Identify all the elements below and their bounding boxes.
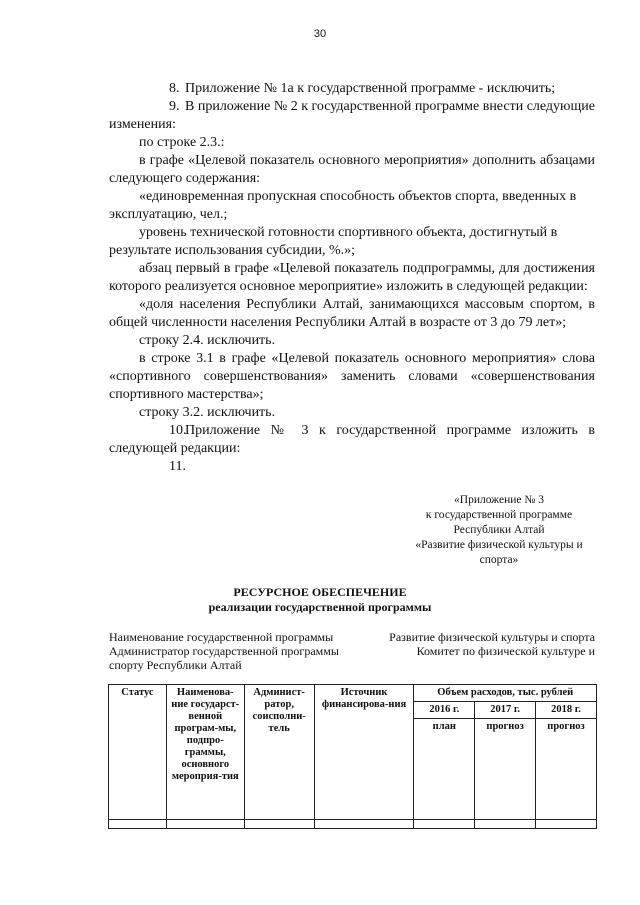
paragraph: в строке 3.1 в графе «Целевой показатель основного мероприятия» слова «спортивного совершенствования» заменить словами «совершенствования спортивного мастерства»; [109,351,595,402]
appendix-line: спорта» [479,554,519,566]
table-cell [109,820,167,829]
appendix-line: Республики Алтай [453,524,545,536]
document-title [0,585,640,615]
paragraph-8 [109,80,595,98]
program-info [109,630,595,672]
program-name-label: Наименование государственной программы [109,630,334,644]
header-kind: прогноз [536,719,597,820]
paragraph: «доля населения Республики Алтай, занимающихся массовым спортом, в общей численности населения Республики Алтай в возрасте от 3 до 79 лет»; [109,297,595,330]
program-admin-value: Комитет по физической культуре и [416,644,595,658]
appendix-line: к государственной программе [425,509,573,521]
header-status: Статус [109,685,167,820]
item-number: 8. [169,81,180,96]
table-row [109,820,597,829]
item-number: 11. [169,459,186,474]
paragraph-text: Приложение № 1а к государственной программе - исключить; [185,81,556,96]
header-year: 2016 г. [414,702,475,719]
resource-table [108,684,597,829]
program-admin-value-cont: спорту Республики Алтай [109,658,242,672]
item-number: 10. [169,423,187,438]
header-admin: Админист-ратор, соисполни-тель [244,685,314,820]
header-year: 2018 г. [536,702,597,719]
program-name-value: Развитие физической культуры и спорта [389,630,595,644]
table-cell [414,820,475,829]
paragraph: строку 2.4. исключить. [139,333,276,348]
header-source: Источник финансирова-ния [314,685,414,820]
table-cell [244,820,314,829]
item-number: 9. [169,99,180,114]
paragraph: абзац первый в графе «Целевой показатель подпрограммы, для достижения которого реализуется основное мероприятие» изложить в следующей редакции: [109,261,595,294]
paragraph-text: Приложение № 3 к государственной программе изложить в следующей редакции: [109,423,595,456]
header-kind: план [414,719,475,820]
table-header-row [109,685,597,702]
header-name: Наименова-ние государст-венной програм-мы, подпро-граммы, основного мероприя-тия [166,685,244,820]
appendix-header [400,493,598,568]
header-year: 2017 г. [475,702,536,719]
program-admin-label: Администратор государственной программы [109,644,339,658]
paragraph: строку 3.2. исключить. [139,405,276,420]
program-admin-row [109,644,595,658]
paragraph: по строке 2.3.: [139,135,225,150]
header-kind: прогноз [475,719,536,820]
table-cell [166,820,244,829]
title-line: РЕСУРСНОЕ ОБЕСПЕЧЕНИЕ [233,585,407,599]
document-body [109,80,595,476]
paragraph: в графе «Целевой показатель основного мероприятия» дополнить абзацами следующего содержания: [109,153,595,186]
appendix-line: «Развитие физической культуры и [415,539,583,551]
paragraph-11 [109,458,595,476]
header-volume: Объем расходов, тыс. рублей [414,685,597,702]
appendix-line: «Приложение № 3 [454,494,544,506]
paragraph-text: В приложение № 2 к государственной программе внести следующие изменения: [109,99,595,132]
page-number: 30 [313,28,327,40]
table-cell [475,820,536,829]
table-cell [314,820,414,829]
paragraph-9 [109,98,595,134]
paragraph: уровень технической готовности спортивного объекта, достигнутый в результате использования субсидии, %.»; [109,225,558,258]
paragraph-10 [109,422,595,458]
paragraph: «единовременная пропускная способность объектов спорта, введенных в эксплуатацию, чел.; [109,189,577,222]
subtitle-line: реализации государственной программы [208,600,432,614]
program-name-row [109,630,595,644]
table-cell [536,820,597,829]
